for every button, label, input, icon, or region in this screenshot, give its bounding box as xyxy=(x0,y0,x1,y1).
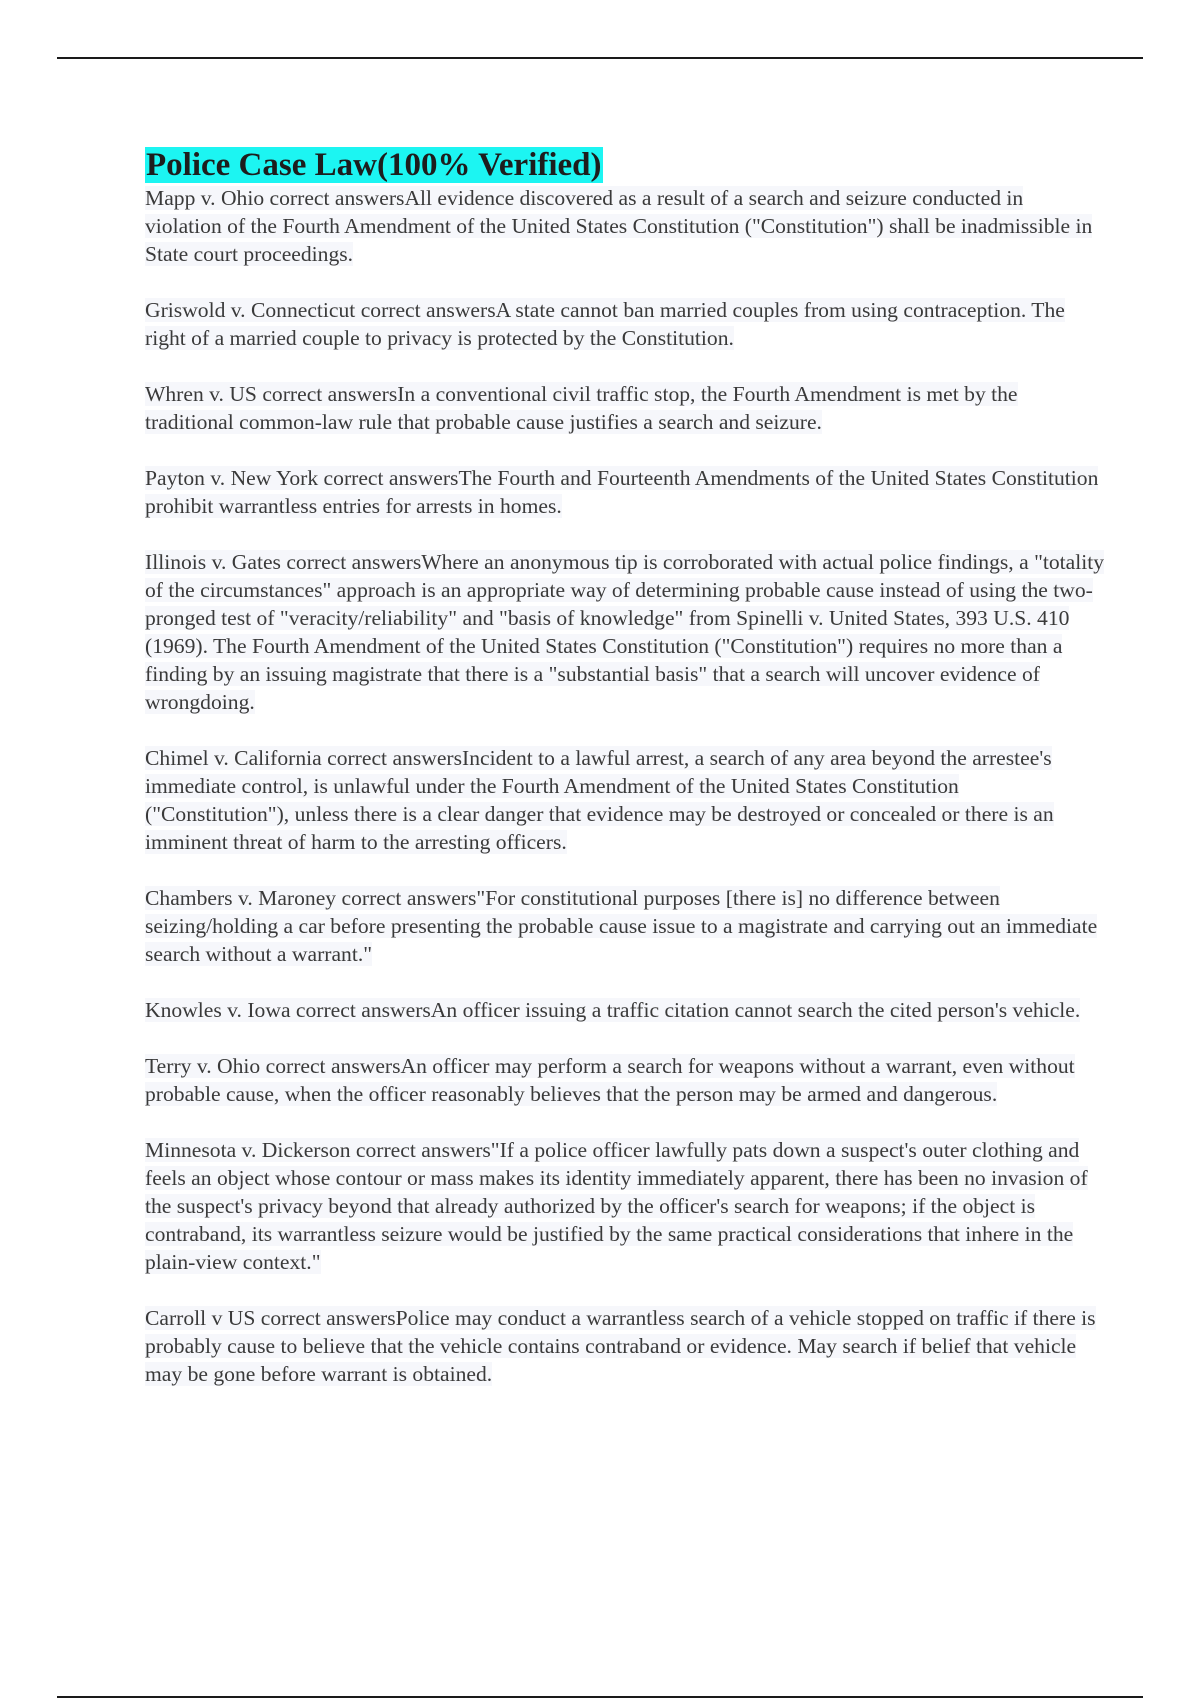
case-entry-whren-v-us xyxy=(145,380,1105,436)
bottom-rule xyxy=(57,1696,1143,1698)
case-entry-text: Chambers v. Maroney correct answers"For constitutional purposes [there is] no difference between seizing/holding a car before presenting the probable cause issue to a magistrate and carrying out an immediate search without a warrant." xyxy=(145,886,1098,966)
page-title-text: Police Case Law(100% Verified) xyxy=(146,147,602,183)
case-entry-chimel-v-california xyxy=(145,744,1105,856)
case-list xyxy=(145,184,1105,1388)
case-entry-text: Illinois v. Gates correct answersWhere an anonymous tip is corroborated with actual police findings, a "totality of the circumstances" approach is an appropriate way of determining probable cause instead of using the two-pronged test of "veracity/reliability" and "basis of knowledge" from Spinelli v. United States, 393 U.S. 410 (1969). The Fourth Amendment of the United States Constitution ("Constitution") requires no more than a finding by an issuing magistrate that there is a "substantial basis" that a search will uncover evidence of wrongdoing. xyxy=(145,550,1105,714)
case-entry-text: Griswold v. Connecticut correct answersA state cannot ban married couples from using contraception. The right of a married couple to privacy is protected by the Constitution. xyxy=(145,298,1065,350)
case-entry-text: Whren v. US correct answersIn a conventional civil traffic stop, the Fourth Amendment is met by the traditional common-law rule that probable cause justifies a search and seizure. xyxy=(145,382,1018,434)
case-entry-illinois-v-gates xyxy=(145,548,1105,716)
page-title xyxy=(145,146,1105,184)
case-entry-text: Carroll v US correct answersPolice may conduct a warrantless search of a vehicle stopped on traffic if there is probably cause to believe that the vehicle contains contraband or evidence. May search if belief that vehicle may be gone before warrant is obtained. xyxy=(145,1306,1096,1386)
top-rule xyxy=(57,57,1143,59)
case-entry-griswold-v-connecticut xyxy=(145,296,1105,352)
case-entry-text: Terry v. Ohio correct answersAn officer may perform a search for weapons without a warrant, even without probable cause, when the officer reasonably believes that the person may be armed and dangerous. xyxy=(145,1054,1075,1106)
case-entry-text: Chimel v. California correct answersIncident to a lawful arrest, a search of any area beyond the arrestee's immediate control, is unlawful under the Fourth Amendment of the United States Constitution ("Constitution"), unless there is a clear danger that evidence may be destroyed or concealed or there is an imminent threat of harm to the arresting officers. xyxy=(145,746,1054,854)
case-entry-text: Knowles v. Iowa correct answersAn officer issuing a traffic citation cannot search the cited person's vehicle. xyxy=(145,998,1081,1022)
case-entry-carroll-v-us xyxy=(145,1304,1105,1388)
case-entry-minnesota-v-dickerson xyxy=(145,1136,1105,1276)
case-entry-payton-v-new-york xyxy=(145,464,1105,520)
case-entry-text: Minnesota v. Dickerson correct answers"If a police officer lawfully pats down a suspect's outer clothing and feels an object whose contour or mass makes its identity immediately apparent, there has been no invasion of the suspect's privacy beyond that already authorized by the officer's search for weapons; if the object is contraband, its warrantless seizure would be justified by the same practical considerations that inhere in the plain-view context." xyxy=(145,1138,1088,1274)
case-entry-text: Payton v. New York correct answersThe Fourth and Fourteenth Amendments of the United States Constitution prohibit warrantless entries for arrests in homes. xyxy=(145,466,1099,518)
case-entry-terry-v-ohio xyxy=(145,1052,1105,1108)
case-entry-mapp-v-ohio xyxy=(145,184,1105,268)
document-body xyxy=(145,146,1105,1416)
case-entry-text: Mapp v. Ohio correct answersAll evidence discovered as a result of a search and seizure conducted in violation of the Fourth Amendment of the United States Constitution ("Constitution") shall be inadmissible in State court proceedings. xyxy=(145,186,1093,266)
case-entry-knowles-v-iowa xyxy=(145,996,1105,1024)
case-entry-chambers-v-maroney xyxy=(145,884,1105,968)
